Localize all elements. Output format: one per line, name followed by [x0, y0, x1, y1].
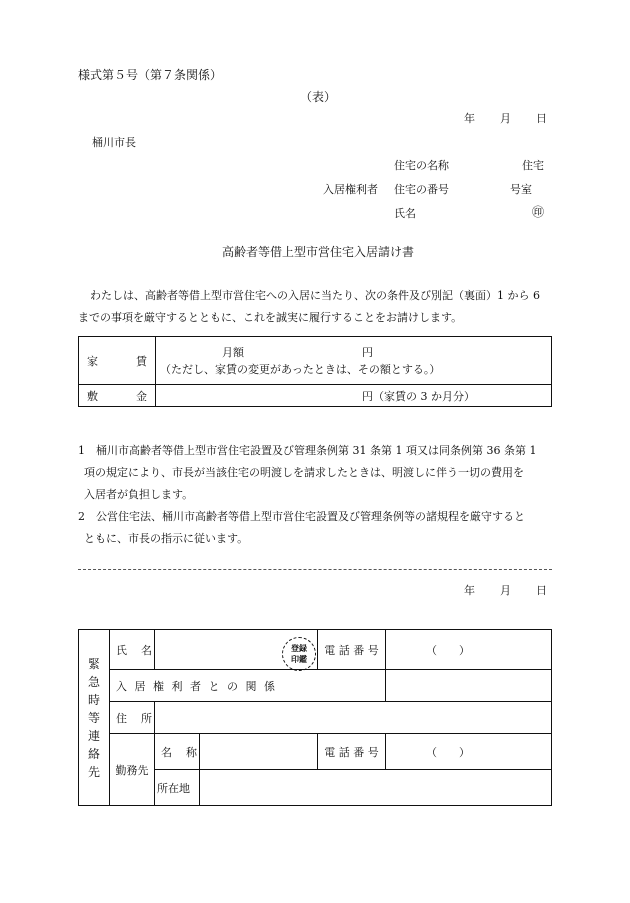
housing-name-label: 住宅の名称 — [394, 159, 449, 172]
address-label-cell — [110, 702, 155, 734]
date2-month-label: 月 — [500, 584, 511, 597]
contact-name-label-cell — [110, 630, 155, 670]
address-label-b: 所 — [141, 711, 152, 725]
work-phone-field[interactable]: （ ） — [386, 734, 552, 770]
housing-name-suffix: 住宅 — [522, 159, 544, 172]
date-day-label: 日 — [536, 112, 547, 125]
clause-2-line-2: ともに、市長の指示に従います。 — [84, 532, 249, 545]
addressee: 桶川市長 — [92, 136, 136, 149]
deposit-label-cell — [79, 385, 156, 407]
contact-phone-field[interactable]: （ ） — [386, 630, 552, 670]
housing-number-label: 住宅の番号 — [394, 183, 449, 196]
monthly-label: 月額 — [222, 345, 244, 359]
rent-yen: 円 — [362, 345, 373, 359]
work-phone-label: 電 話 番 号 — [318, 734, 386, 770]
intro-paragraph — [78, 285, 552, 329]
applicant-name-label: 氏名 — [394, 207, 416, 220]
intro-line-1: わたしは、高齢者等借上型市営住宅への入居に当たり、次の条件及び別記（裏面）1 から 6 — [90, 289, 540, 302]
clause-1-line-3: 入居者が負担します。 — [84, 488, 194, 501]
rent-note: （ただし、家賃の変更があったときは、その額とする。） — [160, 362, 441, 376]
registered-seal-stamp-icon: 登録 印鑑 — [282, 637, 316, 671]
deposit-label-a: 敷 — [87, 389, 98, 403]
deposit-label-b: 金 — [136, 389, 147, 403]
work-name-label-a: 名 — [161, 745, 172, 759]
clauses — [78, 440, 552, 550]
workplace-label: 勤務先 — [110, 734, 155, 806]
date2-year-label: 年 — [464, 584, 475, 597]
rent-label-cell — [79, 337, 156, 385]
relation-label: 入 居 権 利 者 と の 関 係 — [110, 670, 386, 702]
address-label-a: 住 — [116, 711, 127, 725]
rent-label-b: 賃 — [136, 354, 147, 368]
rent-table — [78, 336, 552, 407]
intro-line-2: までの事項を厳守するとともに、これを誠実に履行することをお請けします。 — [78, 311, 463, 324]
contact-phone-label: 電 話 番 号 — [318, 630, 386, 670]
rent-value-cell — [156, 337, 552, 385]
deposit-value-cell — [156, 385, 552, 407]
seal-icon: ㊞ — [532, 205, 545, 219]
work-name-label-b: 称 — [186, 745, 197, 759]
emergency-side-label: 緊 急 時 等 連 絡 先 — [87, 656, 100, 779]
clause-1-line-2: 項の規定により、市長が当該住宅の明渡しを請求したときは、明渡しに伴う一切の費用を — [84, 466, 524, 479]
form-number: 様式第５号（第７条関係） — [78, 68, 223, 82]
relation-field[interactable] — [386, 670, 552, 702]
housing-number-suffix: 号室 — [510, 183, 532, 196]
deposit-value: 円（家賃の 3 か月分） — [362, 389, 475, 403]
clause-2-line-1: 2 公営住宅法、桶川市高齢者等借上型市営住宅設置及び管理条例等の諸規程を厳守すると — [78, 510, 525, 523]
date-year-label: 年 — [464, 112, 475, 125]
work-location-label: 所在地 — [155, 770, 200, 806]
date2-day-label: 日 — [536, 584, 547, 597]
cut-line — [78, 569, 552, 570]
contact-name-label-b: 名 — [141, 643, 152, 657]
contact-name-label-a: 氏 — [116, 643, 127, 657]
work-name-field[interactable] — [200, 734, 318, 770]
address-field[interactable] — [155, 702, 552, 734]
emergency-side-cell — [79, 630, 110, 806]
date-month-label: 月 — [500, 112, 511, 125]
tenant-label: 入居権利者 — [323, 183, 378, 196]
work-location-field[interactable] — [200, 770, 552, 806]
rent-label-a: 家 — [87, 354, 98, 368]
work-name-label-cell — [155, 734, 200, 770]
document-title: 高齢者等借上型市営住宅入居請け書 — [222, 245, 415, 259]
clause-1-line-1: 1 桶川市高齢者等借上型市営住宅設置及び管理条例第 31 条第 1 項又は同条例第 36 条第 1 — [78, 444, 537, 457]
form-side-label: （表） — [300, 90, 337, 104]
